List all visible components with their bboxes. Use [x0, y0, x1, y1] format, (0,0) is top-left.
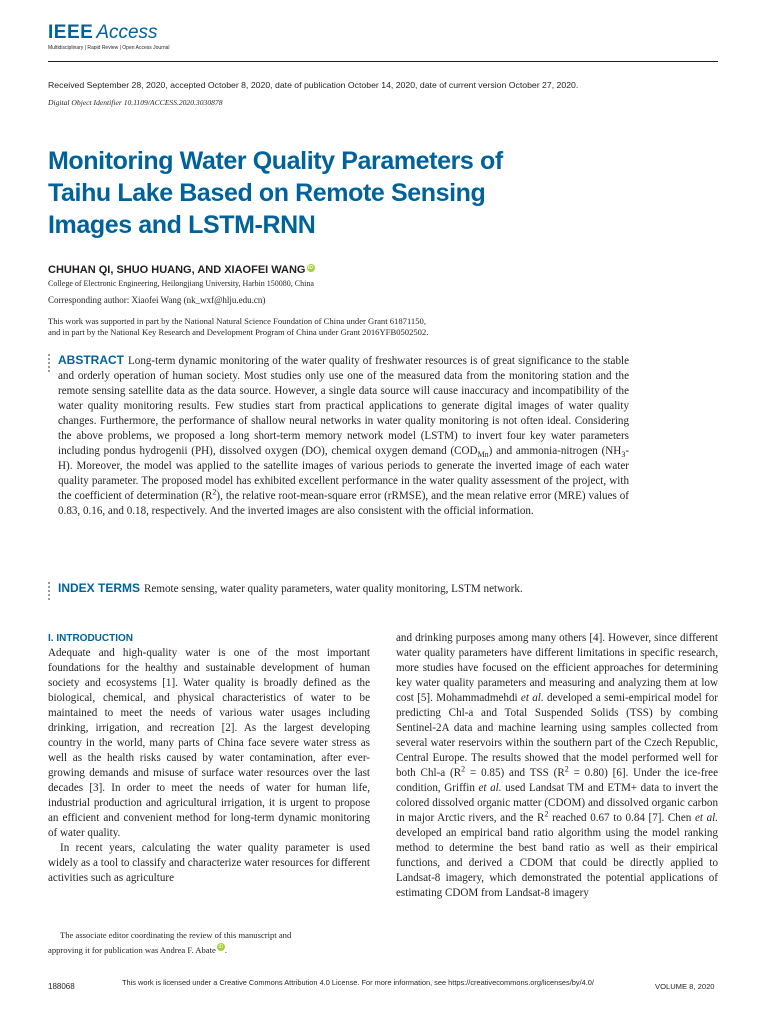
intro-paragraph-2: In recent years, calculating the water quality parameter is used widely as a tool to classify and characterize water resources for different activities such as agriculture [48, 842, 370, 884]
abstract-heading: ABSTRACT [58, 353, 124, 367]
index-terms-dots-icon [48, 582, 52, 600]
editor-footnote [48, 928, 370, 958]
footnote-line-1: The associate editor coordinating the review of this manuscript and [60, 930, 292, 940]
rc-etal-2: et al. [478, 782, 502, 794]
index-terms [58, 581, 638, 597]
rc-sup-2: 2 [564, 764, 569, 774]
affiliation: College of Electronic Engineering, Heilongjiang University, Harbin 150080, China [48, 279, 314, 288]
journal-logo [48, 22, 170, 51]
editor-orcid-icon[interactable]: iD [218, 944, 224, 950]
intro-paragraph-1: Adequate and high-quality water is one of the most important foundations for the healthy and sustainable development of human society and ecosystems [1]. Water quality is broadly defined as the biological, chemical, and physical characteristics of water to be maintained to meet the needs of various water usages including drinking, irrigation, and recreation [2]. As the largest developing country in the world, many parts of China face severe water stress as well as the health risks caused by water contamination, after ever-growing demands and misuse of surface water resources over the last decades [3]. In order to meet the needs of water for human life, industrial production and agricultural irrigation, it is urgent to propose an efficient and convenient method for long-term dynamic monitoring of water quality. [48, 647, 370, 839]
abstract [58, 353, 629, 519]
doi[interactable]: Digital Object Identifier 10.1109/ACCESS.2020.3030878 [48, 98, 223, 107]
orcid-icon[interactable]: iD [308, 265, 313, 271]
authors [48, 264, 315, 276]
section-heading-introduction: I. INTRODUCTION [48, 633, 133, 644]
abstract-dots-icon [48, 354, 52, 372]
footnote-line-2: approving it for publication was Andrea F. Abate iD . [48, 944, 227, 955]
rc-text-b: developed a semi-empirical model for predicting Chl-a and Total Suspended Solids (TSS) by combing Sentinel-2A data and machine learning using samples collected from several water reservoirs within the southern part of the Czech Republic, Central Europe. The results showed that the model performed well for both Chl-a (R [396, 692, 718, 779]
left-column [48, 631, 370, 886]
abstract-text-4: ), the relative root-mean-square error (rRMSE), and the mean relative error (MRE) values of 0.83, 0.16, and 0.18, respectively. And the inverted images are also consistent with the official information. [58, 490, 629, 517]
right-column [396, 631, 718, 901]
license-notice[interactable]: This work is licensed under a Creative Commons Attribution 4.0 License. For more information, see https://creativecommons.org/licenses/by/4.0/ [122, 978, 594, 987]
index-terms-heading: INDEX TERMS [58, 581, 141, 595]
index-terms-text: Remote sensing, water quality parameters, water quality monitoring, LSTM network. [144, 583, 523, 595]
corresponding-author: Corresponding author: Xiaofei Wang (nk_wxf@hlju.edu.cn) [48, 295, 266, 305]
abstract-sub-mn: Mn [477, 450, 489, 460]
rc-sup-3: 2 [544, 809, 549, 819]
rc-text-e: used Landsat TM and ETM+ data to invert the colored dissolved organic matter (CDOM) and dissolved organic carbon in major Arctic rivers, and the R [396, 782, 718, 824]
received-dates: Received September 28, 2020, accepted October 8, 2020, date of publication October 14, 2020, date of current version October 27, 2020. [48, 80, 579, 90]
volume-info: VOLUME 8, 2020 [655, 982, 715, 991]
logo-access-text: Access [96, 22, 158, 43]
header-divider [48, 61, 718, 62]
logo-tagline: Multidisciplinary | Rapid Review | Open Access Journal [48, 45, 170, 51]
funding-line-2: and in part by the National Key Research and Development Program of China under Grant 2016YFB0502502. [48, 327, 429, 337]
abstract-text-2: ) and ammonia-nitrogen (NH [488, 445, 622, 457]
rc-text-d: = 0.80) [6]. Under the ice-free condition, Griffin [396, 767, 718, 794]
rc-etal-1: et al. [520, 692, 544, 704]
rc-sup-1: 2 [461, 764, 466, 774]
rc-text-a: and drinking purposes among many others [4]. However, since different water quality parameters have different limitations in specific research, more studies have focused on the efficient approaches for determining key water quality parameters and measuring and analyzing them at low cost [5]. Mohammadmehdi [396, 632, 718, 704]
page-number: 188068 [48, 982, 75, 991]
author-names: CHUHAN QI, SHUO HUANG, AND XIAOFEI WANG [48, 264, 306, 276]
funding-statement [48, 316, 428, 338]
rc-text-f: reached 0.67 to 0.84 [7]. Chen [548, 812, 695, 824]
rc-etal-3: et al. [694, 812, 718, 824]
abstract-sup-2: 2 [212, 487, 217, 497]
rc-text-g: developed an empirical band ratio algorithm using the model ranking method to determine the best band ratio as well as their empirical functions, and derived a CDOM that could be directly applied to Landsat-8 imagery, which demonstrated the potential applications of estimating CDOM from Landsat-8 imagery [396, 827, 718, 899]
abstract-text-3: -H). Moreover, the model was applied to the satellite images of various periods to generate the inverted image of each water quality parameter. The proposed model has exhibited excellent performance in the water quality assessment of the project, with the coefficient of determination (R [58, 445, 630, 502]
rc-text-c: = 0.85) and TSS (R [465, 767, 565, 779]
funding-line-1: This work was supported in part by the National Natural Science Foundation of China under Grant 61871150, [48, 316, 426, 326]
footnote-editor-text: approving it for publication was Andrea F. Abate [48, 945, 216, 955]
abstract-text-1: Long-term dynamic monitoring of the water quality of freshwater resources is of great significance to the stable and orderly operation of human society. Most studies only use one of the measured data from the monitoring station and the remote sensing satellite data as the data source. However, a single data source will cause inaccuracy and incompatibility of the water quality monitoring results. Few studies start from practical applications to generate digital images of water quality changes. Furthermore, the performance of shallow neural networks in water quality monitoring is not often ideal. Considering the above problems, we proposed a long short-term memory network model (LSTM) to invert four key water parameters including pondus hydrogenii (PH), dissolved oxygen (DO), chemical oxygen demand (COD [58, 355, 629, 457]
abstract-sub-3: 3 [621, 450, 626, 460]
right-column-paragraph [396, 631, 718, 901]
paper-title: Monitoring Water Quality Parameters of Taihu Lake Based on Remote Sensing Images and LSTM-RNN [48, 147, 503, 239]
logo-ieee-text: IEEE [48, 22, 94, 43]
